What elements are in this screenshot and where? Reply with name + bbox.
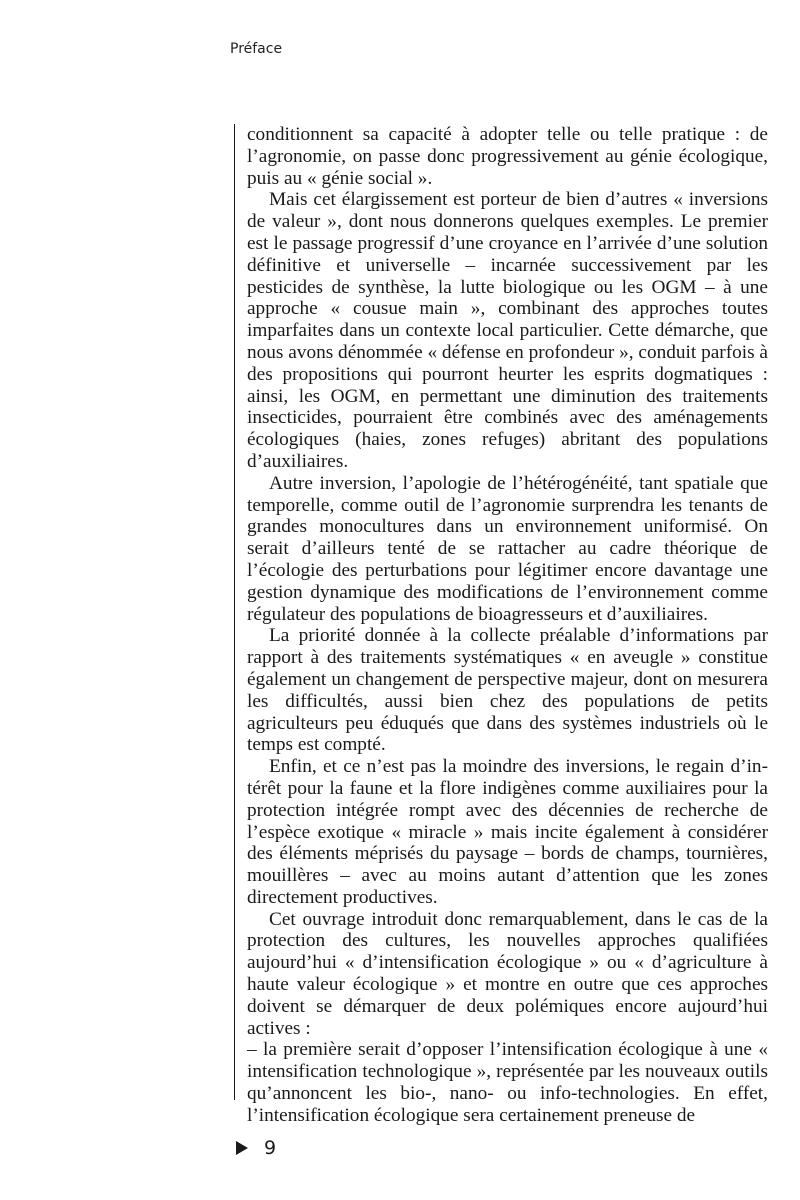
body-text-block — [234, 124, 769, 1126]
folio — [236, 1134, 276, 1162]
paragraph: Mais cet élargissement est porteur de bien d’autres « inversions de valeur », dont nous donnerons quelques exemples. Le premier est le passage progressif d’une croyance en l’arrivée d’une solution définitive et universelle – incarnée successivement par les pesticides de synthèse, la lutte biologique ou les OGM – à une approche « cousue main », combinant des approches toutes imparfaites dans un contexte local particulier. Cette démarche, que nous avons dénommée « défense en profondeur », conduit parfois à des propositions qui pourront heurter les esprits dogmatiques : ainsi, les OGM, en permettant une diminution des traitements insecticides, pourraient être combinés avec des aménagements écologiques (haies, zones refuges) abritant des populations d’auxiliaires. — [247, 189, 768, 472]
running-title: Préface — [230, 41, 283, 57]
paragraph: Autre inversion, l’apologie de l’hétérogénéité, tant spatiale que temporelle, comme outil de l’agronomie surprendra les tenants de grandes monocultures dans un environnement uniformisé. On serait d’ailleurs tenté de se rattacher au cadre théorique de l’écologie des perturbations pour légitimer encore davantage une gestion dynamique des modifications de l’environnement comme régulateur des populations de bioagresseurs et d’auxiliaires. — [247, 472, 768, 625]
paragraph: Enfin, et ce n’est pas la moindre des inversions, le regain d’intérêt pour la faune et la flore indigènes comme auxiliaires pour la protection intégrée rompt avec des décennies de recherche de l’espèce exotique « miracle » mais incite également à considérer des éléments méprisés du paysage – bords de champs, tournières, mouillères – avec au moins autant d’attention que les zones directement productives. — [247, 756, 768, 908]
paragraph: conditionnent sa capacité à adopter telle ou telle pratique : de l’agronomie, on passe donc progressivement au génie écologique, puis au « génie social ». — [247, 124, 768, 189]
page-number: 9 — [264, 1137, 277, 1159]
triangle-right-icon — [236, 1141, 248, 1155]
paragraph: La priorité donnée à la collecte préalable d’informations par rapport à des traitements systématiques « en aveugle » constitue également un changement de perspective majeur, dont on mesurera les difficultés, aussi bien chez des populations de petits agriculteurs peu éduqués que dans des systèmes industriels où le temps est compté. — [247, 625, 768, 756]
body-text — [247, 124, 768, 1127]
list-item: – la première serait d’opposer l’intensification écologique à une « intensification technologique », représentée par les nouveaux outils qu’annoncent les bio-, nano- ou info-technologies. En effet, l’intensification écologique sera certainement preneuse de — [247, 1039, 768, 1126]
paragraph: Cet ouvrage introduit donc remarquablement, dans le cas de la protection des cultures, les nouvelles approches qualifiées aujourd’hui « d’intensification écologique » ou « d’agriculture à haute valeur écologique » et montre en outre que ces approches doivent se démarquer de deux polémiques encore aujourd’hui actives : — [247, 908, 768, 1039]
